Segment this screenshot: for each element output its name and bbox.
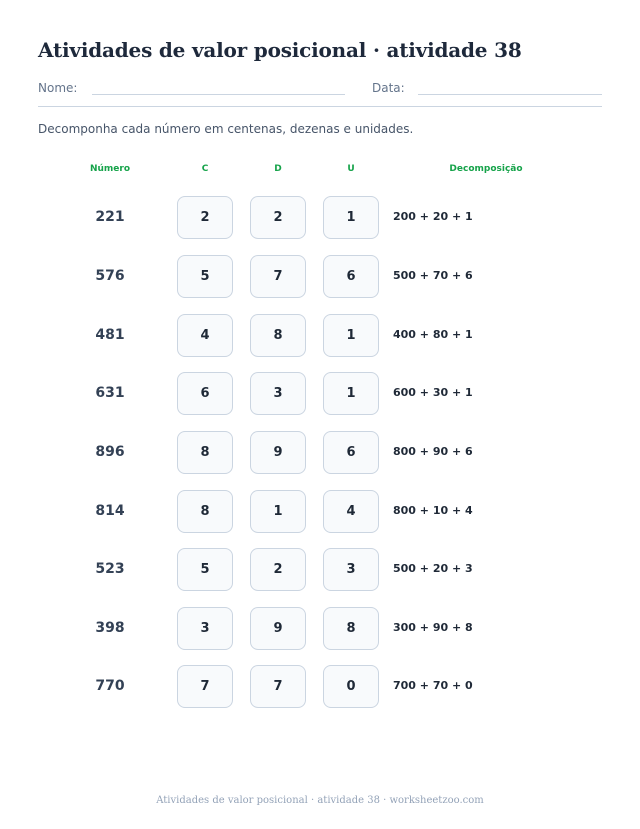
decomposition-text: 200 + 20 + 1 [393,210,473,223]
decomposition-text: 500 + 20 + 3 [393,562,473,575]
date-label: Data: [372,81,405,95]
table-row [0,665,640,709]
row-number: 814 [95,503,125,519]
units-box[interactable]: 6 [323,431,379,474]
page-title: Atividades de valor posicional · atividade 38 [38,38,522,62]
hundreds-box[interactable]: 7 [177,665,233,708]
units-box[interactable]: 8 [323,607,379,650]
row-number: 523 [95,561,125,577]
units-box[interactable]: 6 [323,255,379,298]
hundreds-box[interactable]: 3 [177,607,233,650]
tens-box[interactable]: 9 [250,431,306,474]
tens-box[interactable]: 2 [250,548,306,591]
header-u: U [347,164,355,174]
tens-box[interactable]: 8 [250,314,306,357]
tens-box[interactable]: 7 [250,255,306,298]
decomposition-text: 300 + 90 + 8 [393,621,473,634]
date-field[interactable] [418,94,602,95]
row-number: 398 [95,620,125,636]
hundreds-box[interactable]: 6 [177,372,233,415]
header-divider [38,106,602,107]
tens-box[interactable]: 1 [250,490,306,533]
table-row [0,314,640,358]
decomposition-text: 800 + 90 + 6 [393,445,473,458]
decomposition-text: 700 + 70 + 0 [393,679,473,692]
name-label: Nome: [38,81,78,95]
hundreds-box[interactable]: 2 [177,196,233,239]
hundreds-box[interactable]: 8 [177,431,233,474]
row-number: 631 [95,385,125,401]
decomposition-text: 500 + 70 + 6 [393,269,473,282]
decomposition-text: 400 + 80 + 1 [393,328,473,341]
row-number: 481 [95,327,125,343]
table-row [0,431,640,475]
hundreds-box[interactable]: 4 [177,314,233,357]
table-row [0,548,640,592]
table-row [0,490,640,534]
hundreds-box[interactable]: 5 [177,255,233,298]
tens-box[interactable]: 7 [250,665,306,708]
decomposition-text: 600 + 30 + 1 [393,386,473,399]
units-box[interactable]: 1 [323,196,379,239]
decomposition-text: 800 + 10 + 4 [393,504,473,517]
table-row [0,607,640,651]
header-c: C [201,164,209,174]
row-number: 576 [95,268,125,284]
tens-box[interactable]: 3 [250,372,306,415]
header-decomposition: Decomposição [449,164,523,174]
row-number: 221 [95,209,125,225]
table-row [0,372,640,416]
units-box[interactable]: 1 [323,372,379,415]
units-box[interactable]: 4 [323,490,379,533]
table-row [0,196,640,240]
name-field[interactable] [92,94,345,95]
hundreds-box[interactable]: 5 [177,548,233,591]
units-box[interactable]: 1 [323,314,379,357]
header-d: D [274,164,282,174]
table-row [0,255,640,299]
units-box[interactable]: 0 [323,665,379,708]
instructions-text: Decomponha cada número em centenas, dezenas e unidades. [38,122,414,136]
units-box[interactable]: 3 [323,548,379,591]
row-number: 896 [95,444,125,460]
hundreds-box[interactable]: 8 [177,490,233,533]
tens-box[interactable]: 2 [250,196,306,239]
tens-box[interactable]: 9 [250,607,306,650]
header-number: Número [89,164,131,174]
page-footer: Atividades de valor posicional · atividade 38 · worksheetzoo.com [156,795,484,806]
row-number: 770 [95,678,125,694]
